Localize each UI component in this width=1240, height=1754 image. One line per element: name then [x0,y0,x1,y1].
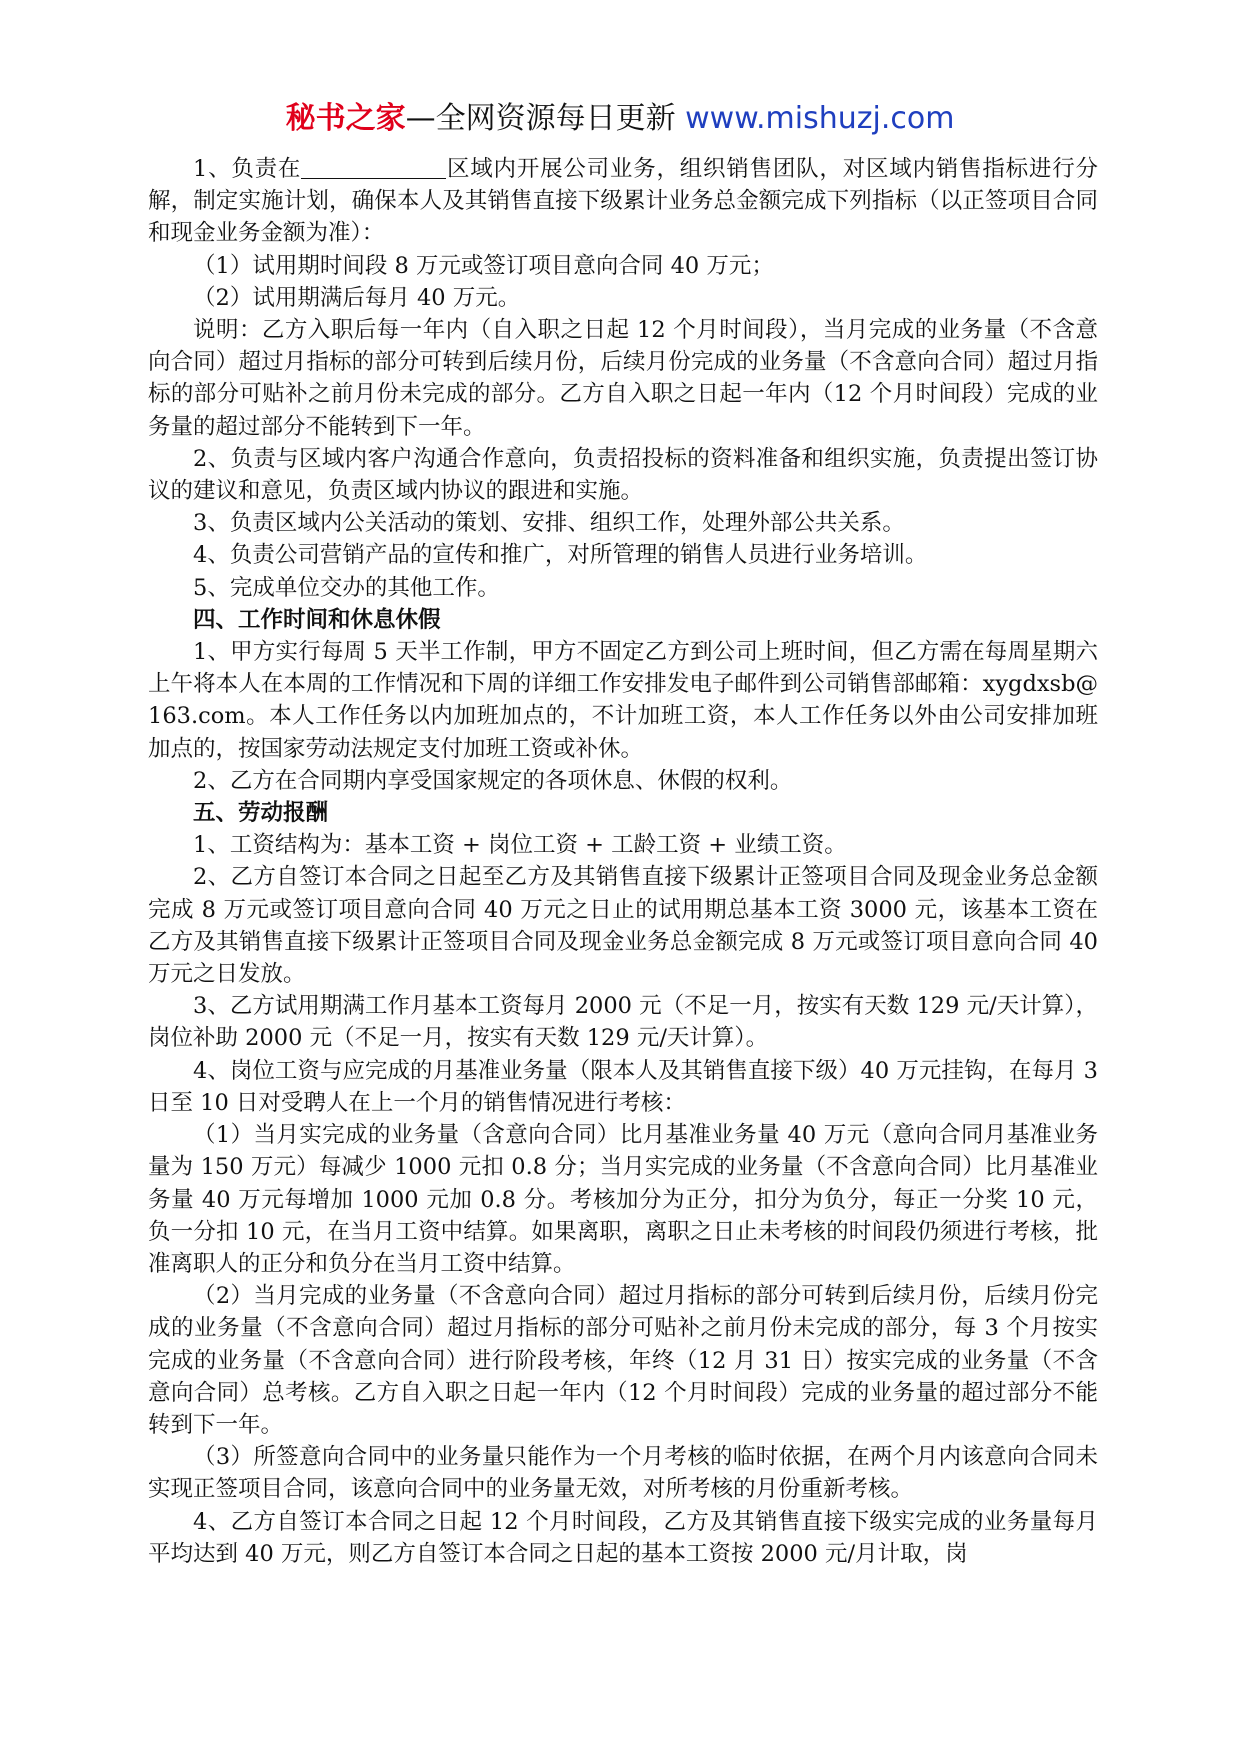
paragraph: 2、负责与区域内客户沟通合作意向，负责招投标的资料准备和组织实施，负责提出签订协议的建议和意见，负责区域内协议的跟进和实施。 [148,445,1098,505]
paragraph: （1）试用期时间段 8 万元或签订项目意向合同 40 万元； [193,252,774,279]
paragraph: 2、乙方在合同期内享受国家规定的各项休息、休假的权利。 [193,767,793,794]
paragraph: 说明：乙方入职后每一年内（自入职之日起 12 个月时间段），当月完成的业务量（不含意向合同）超过月指标的部分可转到后续月份，后续月份完成的业务量（不含意向合同）超过月指标的部分可贴补之前月份未完成的部分。乙方自入职之日起一年内（12 个月时间段）完成的业务量的超过部分不能转到下一年。 [148,317,1098,440]
banner-brand: 秘书之家 [285,101,406,136]
paragraph: 4、乙方自签订本合同之日起 12 个月时间段，乙方及其销售直接下级实完成的业务量每月平均达到 40 万元，则乙方自签订本合同之日起的基本工资按 2000 元/月计取，岗 [148,1508,1098,1567]
paragraph: 2、乙方自签订本合同之日起至乙方及其销售直接下级累计正签项目合同及现金业务总金额完成 8 万元或签订项目意向合同 40 万元之日止的试用期总基本工资 3000 元，该基本工资在乙方及其销售直接下级累计正签项目合同及现金业务总金额完成 8 万元或签订项目意向合同 40 万元之日发放。 [148,864,1098,988]
paragraph: 1、甲方实行每周 5 天半工作制，甲方不固定乙方到公司上班时间，但乙方需在每周星期六上午将本人在本周的工作情况和下周的详细工作安排发电子邮件到公司销售部邮箱：xygdxsb@163.com。本人工作任务以内加班加点的，不计加班工资，本人工作任务以外由公司安排加班加点的，按国家劳动法规定支付加班工资或补休。 [148,639,1098,762]
paragraph: （2）当月完成的业务量（不含意向合同）超过月指标的部分可转到后续月份，后续月份完成的业务量（不含意向合同）超过月指标的部分可贴补之前月份未完成的部分，每 3 个月按实完成的业务量（不含意向合同）进行阶段考核，年终（12 月 31 日）按实完成的业务量（不含意向合同）总考核。乙方自入职之日起一年内（12 个月时间段）完成的业务量的超过部分不能转到下一年。 [148,1283,1098,1438]
paragraph-text: 区域内开展公司业务，组织销售团队，对区域内销售指标进行分解，制定实施计划，确保本人及其销售直接下级累计业务总金额完成下列指标（以正签项目合同和现金业务金额为准）： [148,156,1098,247]
paragraph: （2）试用期满后每月 40 万元。 [193,284,521,311]
paragraph: 3、负责区域内公关活动的策划、安排、组织工作，处理外部公共关系。 [193,510,905,537]
banner-tagline: —全网资源每日更新 [405,101,676,136]
paragraph-with-blank [148,153,1098,250]
paragraph: 5、完成单位交办的其他工作。 [193,574,500,601]
paragraph-text: 1、负责在 [193,156,302,182]
paragraph: 4、岗位工资与应完成的月基准业务量（限本人及其销售直接下级）40 万元挂钩，在每月 3 日至 10 日对受聘人在上一个月的销售情况进行考核： [148,1057,1098,1116]
paragraph: 4、负责公司营销产品的宣传和推广，对所管理的销售人员进行业务培训。 [193,542,928,569]
section-heading: 四、工作时间和休息休假 [193,606,441,633]
section-heading: 五、劳动报酬 [193,800,329,827]
fill-in-blank [301,156,446,179]
paragraph: 3、乙方试用期满工作月基本工资每月 2000 元（不足一月，按实有天数 129 元/天计算），岗位补助 2000 元（不足一月，按实有天数 129 元/天计算）。 [148,993,1098,1052]
site-banner [0,98,1240,140]
paragraph: （3）所签意向合同中的业务量只能作为一个月考核的临时依据，在两个月内该意向合同未实现正签项目合同，该意向合同中的业务量无效，对所考核的月份重新考核。 [148,1444,1098,1503]
paragraph: （1）当月实完成的业务量（含意向合同）比月基准业务量 40 万元（意向合同月基准业务量为 150 万元）每减少 1000 元扣 0.8 分；当月实完成的业务量（不含意向合同）比月基准业务量 40 万元每增加 1000 元加 0.8 分。考核加分为正分，扣分为负分，每正一分奖 10 元，负一分扣 10 元，在当月工资中结算。如果离职，离职之日止未考核的时间段仍须进行考核，批准离职人的正分和负分在当月工资中结算。 [148,1122,1098,1277]
contract-body [148,153,1098,1570]
banner-url[interactable]: www.mishuzj.com [685,101,955,136]
paragraph: 1、工资结构为：基本工资 + 岗位工资 + 工龄工资 + 业绩工资。 [193,832,847,859]
